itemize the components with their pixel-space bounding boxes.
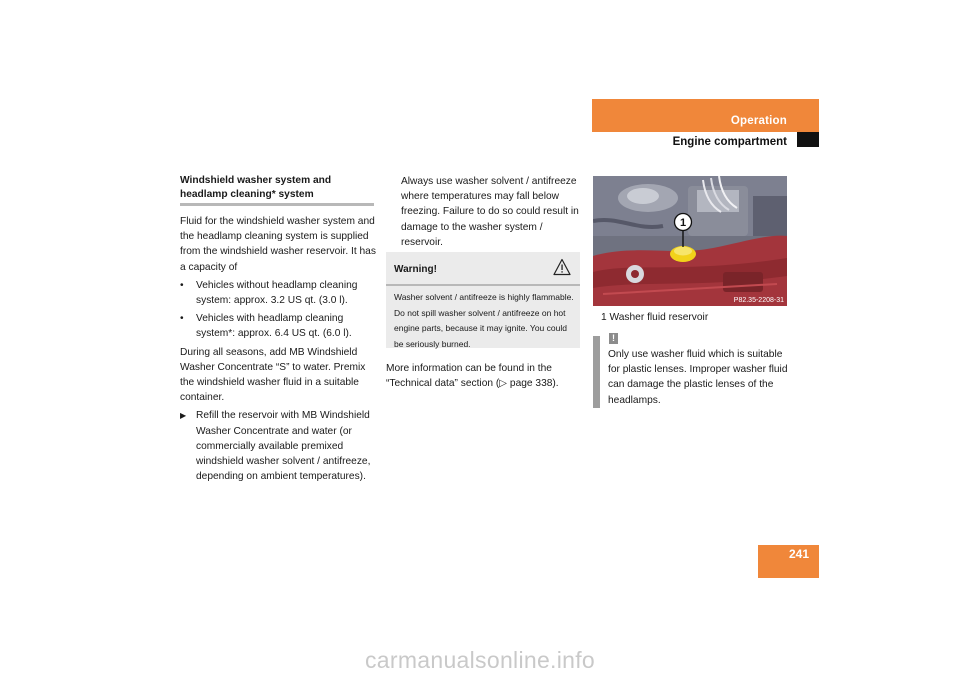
page-number: 241 bbox=[788, 547, 809, 561]
antifreeze-paragraph: Always use washer solvent / antifreeze where temperatures may fall below freezing. Failure to do so could result in damage to the washer system / reservoir. bbox=[401, 176, 579, 248]
topic-heading-line-2: headlamp cleaning* system bbox=[180, 189, 314, 200]
bullet-marker: • bbox=[180, 279, 184, 291]
caption-number: 1 bbox=[601, 312, 607, 323]
action-step bbox=[180, 408, 376, 484]
intro-paragraph: Fluid for the windshield washer system and the headlamp cleaning system is supplied from the windshield washer reservoir. It has a capacity of bbox=[180, 216, 376, 273]
technical-data-reference: More information can be found in the “Technical data” section (▷ page 338). bbox=[386, 363, 559, 390]
subsection-title: Engine compartment bbox=[672, 136, 787, 148]
caption-text: Washer fluid reservoir bbox=[609, 312, 709, 323]
header-tab-marker bbox=[797, 132, 819, 147]
photo-callout-number: 1 bbox=[679, 217, 687, 229]
bullet-item bbox=[180, 278, 376, 308]
warning-text: Washer solvent / antifreeze is highly flammable. Do not spill washer solvent / antifreeze on hot engine parts, because it may ignite. You could be seriously burned. bbox=[394, 292, 574, 349]
engine-compartment-photo bbox=[593, 176, 787, 306]
action-arrow-icon: ▶ bbox=[180, 411, 187, 421]
action-text: Refill the reservoir with MB Windshield Washer Concentrate and water (or commercially available premixed windshield washer solvent / antifreeze, depending on ambient temperatures). bbox=[196, 410, 371, 483]
seasons-paragraph: During all seasons, add MB Windshield Washer Concentrate “S” to water. Premix the windshield washer fluid in a suitable container. bbox=[180, 346, 366, 404]
photo-reference-code: P82.35-2208-31 bbox=[733, 297, 784, 304]
warning-triangle-icon bbox=[553, 258, 571, 276]
topic-heading bbox=[180, 174, 375, 202]
section-title: Operation bbox=[730, 115, 787, 127]
heading-rule bbox=[180, 203, 374, 206]
bullet-marker: • bbox=[180, 313, 184, 325]
warning-title: Warning! bbox=[394, 264, 437, 275]
topic-heading-line-1: Windshield washer system and bbox=[180, 175, 332, 186]
column-1 bbox=[180, 214, 376, 487]
bullet-text: Vehicles with headlamp cleaning system*: approx. 6.4 US qt. (6.0 l). bbox=[196, 313, 352, 340]
bullet-item bbox=[180, 311, 376, 341]
watermark: carmanualsonline.info bbox=[364, 647, 596, 673]
note-text: Only use washer fluid which is suitable for plastic lenses. Improper washer fluid can damage the plastic lenses of the headlamps. bbox=[608, 349, 788, 406]
photo-caption bbox=[601, 310, 708, 325]
warning-rule bbox=[386, 284, 580, 286]
note-side-bar bbox=[593, 336, 600, 408]
bullet-text: Vehicles without headlamp cleaning system: approx. 3.2 US qt. (3.0 l). bbox=[196, 279, 358, 307]
note-exclamation-icon: ! bbox=[609, 333, 618, 344]
